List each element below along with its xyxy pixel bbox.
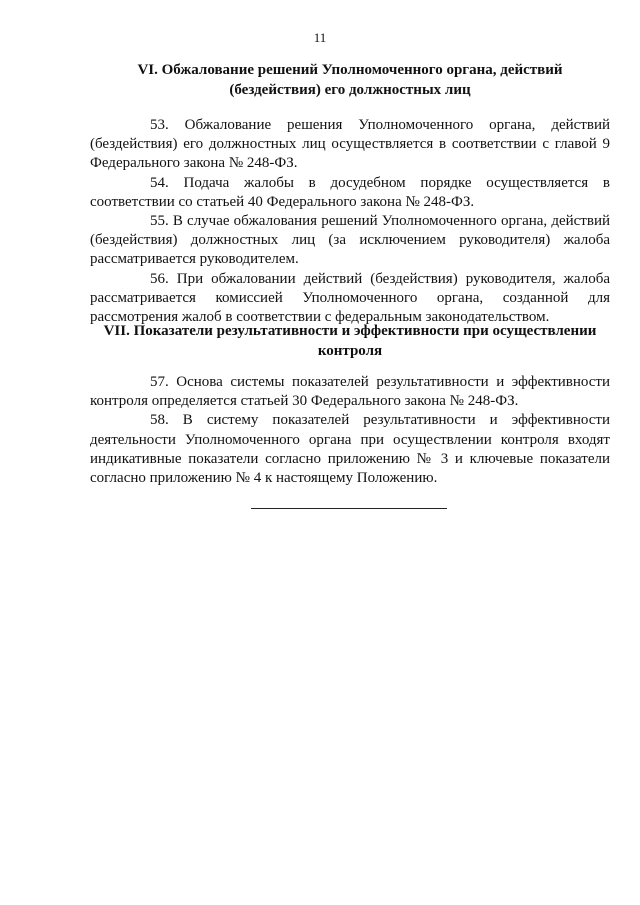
paragraph-53: 53. Обжалование решения Уполномоченного органа, действий (бездействия) его должностных лиц осуществляется в соответствии с главой 9 Федерального закона № 248-ФЗ. [90, 117, 610, 172]
section-vi [90, 60, 610, 327]
section-heading [90, 321, 610, 361]
section-heading [90, 60, 610, 100]
section-heading-line: VI. Обжалование решений Уполномоченного органа, действий [137, 62, 563, 78]
section-heading-line: VII. Показатели результативности и эффективности при осуществлении [103, 323, 597, 339]
page-number: 11 [313, 30, 327, 45]
paragraph-56: 56. При обжаловании действий (бездействия) руководителя, жалоба рассматривается комиссией Уполномоченного органа, созданной для рассмотрения жалоб в соответствии с федеральным законодательством. [90, 270, 610, 326]
section-vii [90, 321, 610, 488]
spacer [90, 100, 610, 116]
section-heading-line: (бездействия) его должностных лиц [229, 82, 471, 98]
end-of-document-rule [251, 508, 447, 509]
paragraph-58: 58. В систему показателей результативности и эффективности деятельности Уполномоченного органа при осуществлении контроля входят индикативные показатели согласно приложению № 3 и ключевые показатели согласно приложению № 4 к настоящему Положению. [90, 412, 610, 487]
paragraph-55: 55. В случае обжалования решений Уполномоченного органа, действий (бездействия) должностных лиц (за исключением руководителя) жалоба рассматривается руководителем. [90, 213, 610, 268]
paragraph-57: 57. Основа системы показателей результативности и эффективности контроля определяется статьей 30 Федерального закона № 248-ФЗ. [90, 374, 610, 410]
spacer [90, 361, 610, 373]
section-heading-line: контроля [317, 343, 383, 359]
paragraph-54: 54. Подача жалобы в досудебном порядке осуществляется в соответствии со статьей 40 Федерального закона № 248-ФЗ. [90, 174, 610, 210]
